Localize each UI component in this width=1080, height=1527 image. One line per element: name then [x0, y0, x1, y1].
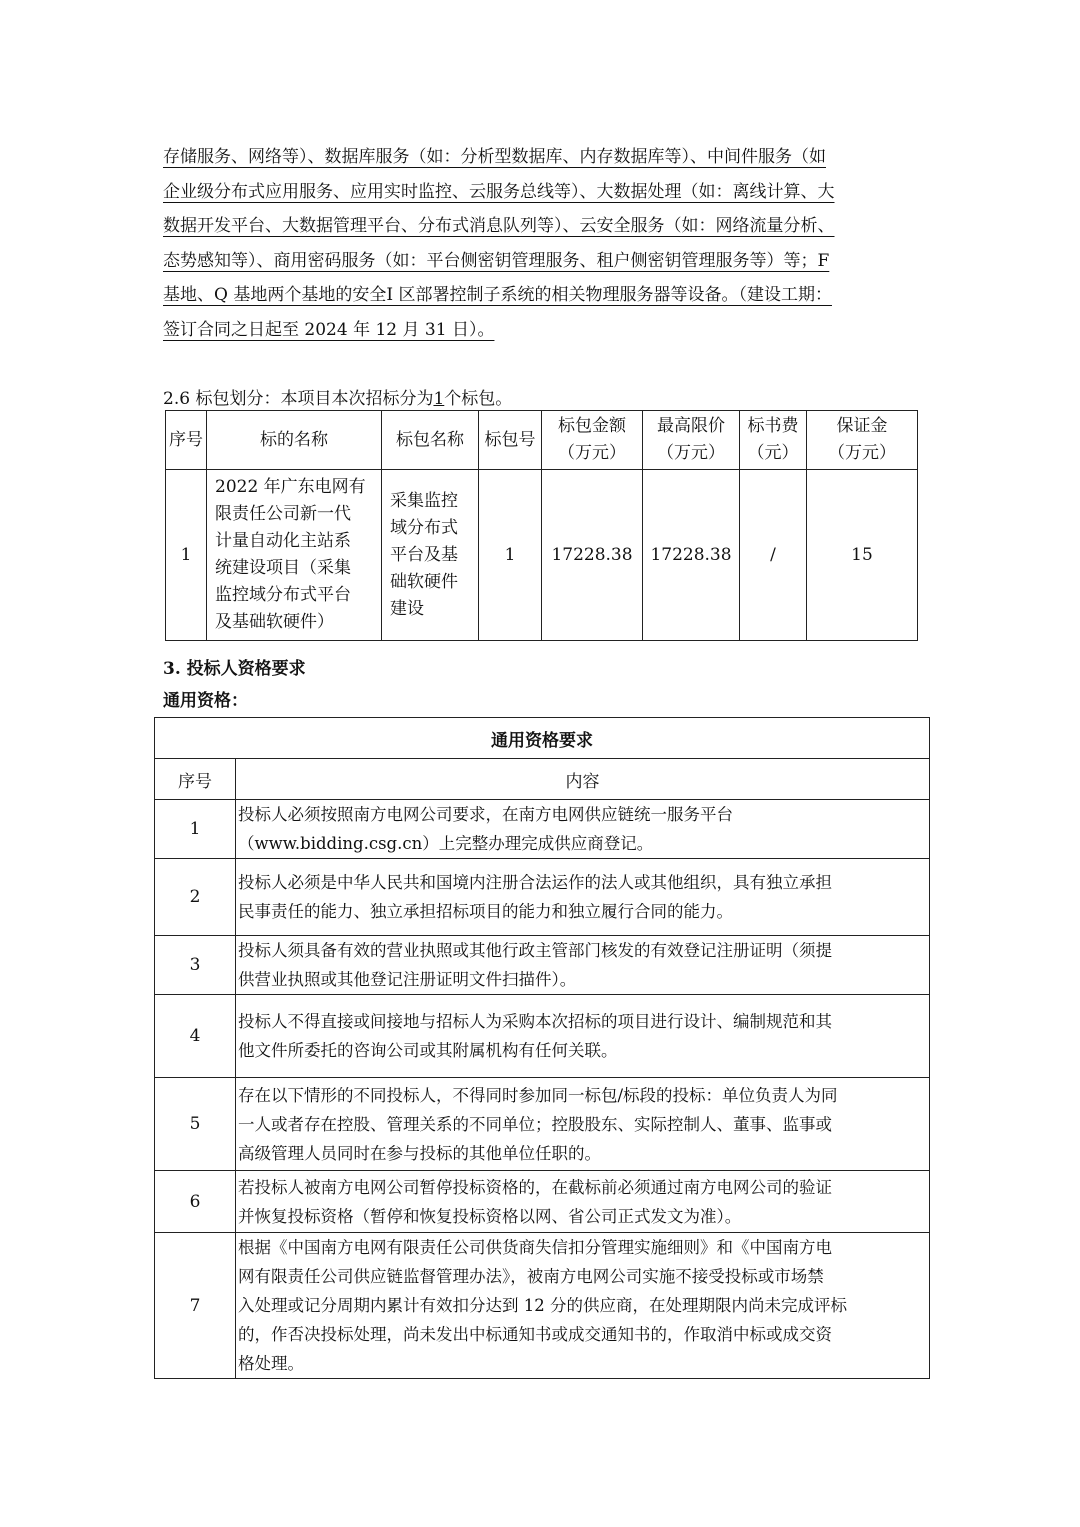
row-content: 投标人必须按照南方电网公司要求，在南方电网供应链统一服务平台 （www.bidding.csg.cn）上完整办理完成供应商登记。: [236, 800, 930, 859]
col-header-subject-name: 标的名称: [207, 411, 382, 470]
table-row: [155, 1171, 930, 1233]
row-content: 根据《中国南方电网有限责任公司供货商失信扣分管理实施细则》和《中国南方电 网有限责任公司供应链监督管理办法》，被南方电网公司实施不接受投标或市场禁 入处理或记分周期内累计有效扣分达到 12 分的供应商，在处理期限内尚未完成评标 的，作否决投标处理，尚未发出中标通知书或成交通知书的，作取消中标或成交资 格处理。: [236, 1233, 930, 1379]
section-2-6-text: 本项目本次招标分为: [280, 389, 434, 409]
paragraph-line: 态势感知等）、商用密码服务（如：平台侧密钥管理服务、租户侧密钥管理服务等）等；F: [163, 250, 830, 271]
col-header-package-name: 标包名称: [382, 411, 479, 470]
section-2-6: [163, 384, 512, 409]
row-index: 3: [155, 936, 236, 995]
row-content: 若投标人被南方电网公司暂停投标资格的，在截标前必须通过南方电网公司的验证 并恢复投标资格（暂停和恢复投标资格以网、省公司正式发文为准）。: [236, 1171, 930, 1233]
row-index: 2: [155, 859, 236, 936]
col-header-content: 内容: [236, 759, 930, 800]
section-2-6-text-after: 个标包。: [444, 389, 513, 409]
cell-max-price: 17228.38: [643, 470, 740, 641]
row-index: 6: [155, 1171, 236, 1233]
table-row: [155, 800, 930, 859]
col-header-index: 序号: [155, 759, 236, 800]
col-header-package-no: 标包号: [479, 411, 542, 470]
table-row: [155, 859, 930, 936]
cell-package-no: 1: [479, 470, 542, 641]
paragraph-line: 存储服务、网络等）、数据库服务（如：分析型数据库、内存数据库等）、中间件服务（如: [163, 147, 826, 167]
qualification-table: [154, 717, 930, 1379]
table-header-row: [155, 759, 930, 800]
package-table: [165, 410, 918, 641]
row-content: 投标人须具备有效的营业执照或其他行政主管部门核发的有效登记注册证明（须提 供营业执照或其他登记注册证明文件扫描件）。: [236, 936, 930, 995]
table-row: [155, 1078, 930, 1171]
col-header-package-amount: 标包金额 （万元）: [542, 411, 643, 470]
paragraph-line: 基地、Q 基地两个基地的安全Ⅰ 区部署控制子系统的相关物理服务器等设备。（建设工期：: [163, 285, 832, 305]
table-row: [155, 936, 930, 995]
paragraph-line: 企业级分布式应用服务、应用实时监控、云服务总线等）、大数据处理（如：离线计算、大: [163, 181, 835, 202]
row-index: 7: [155, 1233, 236, 1379]
table-title-row: [155, 718, 930, 759]
col-header-index: 序号: [166, 411, 207, 470]
paragraph-line: 数据开发平台、大数据管理平台、分布式消息队列等）、云安全服务（如：网络流量分析、: [163, 216, 835, 236]
cell-deposit: 15: [807, 470, 918, 641]
section-2-6-label: 2.6 标包划分：: [163, 389, 281, 409]
intro-paragraph: [163, 140, 923, 347]
cell-subject-name: 2022 年广东电网有 限责任公司新一代 计量自动化主站系 统建设项目（采集 监控域分布式平台 及基础软硬件）: [207, 470, 382, 641]
table-row: [155, 1233, 930, 1379]
cell-index: 1: [166, 470, 207, 641]
row-index: 1: [155, 800, 236, 859]
row-content: 存在以下情形的不同投标人，不得同时参加同一标包/标段的投标：单位负责人为同 一人或者存在控股、管理关系的不同单位；控股股东、实际控制人、董事、监事或 高级管理人员同时在参与投标的其他单位任职的。: [236, 1078, 930, 1171]
col-header-deposit: 保证金 （万元）: [807, 411, 918, 470]
table-header-row: [166, 411, 918, 470]
table-title: 通用资格要求: [155, 718, 930, 759]
row-index: 5: [155, 1078, 236, 1171]
table-row: [166, 470, 918, 641]
package-count: 1: [433, 389, 445, 409]
col-header-max-price: 最高限价 （万元）: [643, 411, 740, 470]
col-header-tender-fee: 标书费 （元）: [740, 411, 807, 470]
cell-package-amount: 17228.38: [542, 470, 643, 641]
section-3-heading: 3. 投标人资格要求: [163, 659, 306, 679]
row-content: 投标人不得直接或间接地与招标人为采购本次招标的项目进行设计、编制规范和其 他文件所委托的咨询公司或其附属机构有任何关联。: [236, 995, 930, 1078]
cell-tender-fee: /: [740, 470, 807, 641]
row-index: 4: [155, 995, 236, 1078]
paragraph-line: 签订合同之日起至 2024 年 12 月 31 日）。: [163, 319, 495, 340]
cell-package-name: 采集监控 域分布式 平台及基 础软硬件 建设: [382, 470, 479, 641]
table-row: [155, 995, 930, 1078]
section-3-subheading: 通用资格：: [163, 691, 248, 711]
row-content: 投标人必须是中华人民共和国境内注册合法运作的法人或其他组织，具有独立承担 民事责任的能力、独立承担招标项目的能力和独立履行合同的能力。: [236, 859, 930, 936]
